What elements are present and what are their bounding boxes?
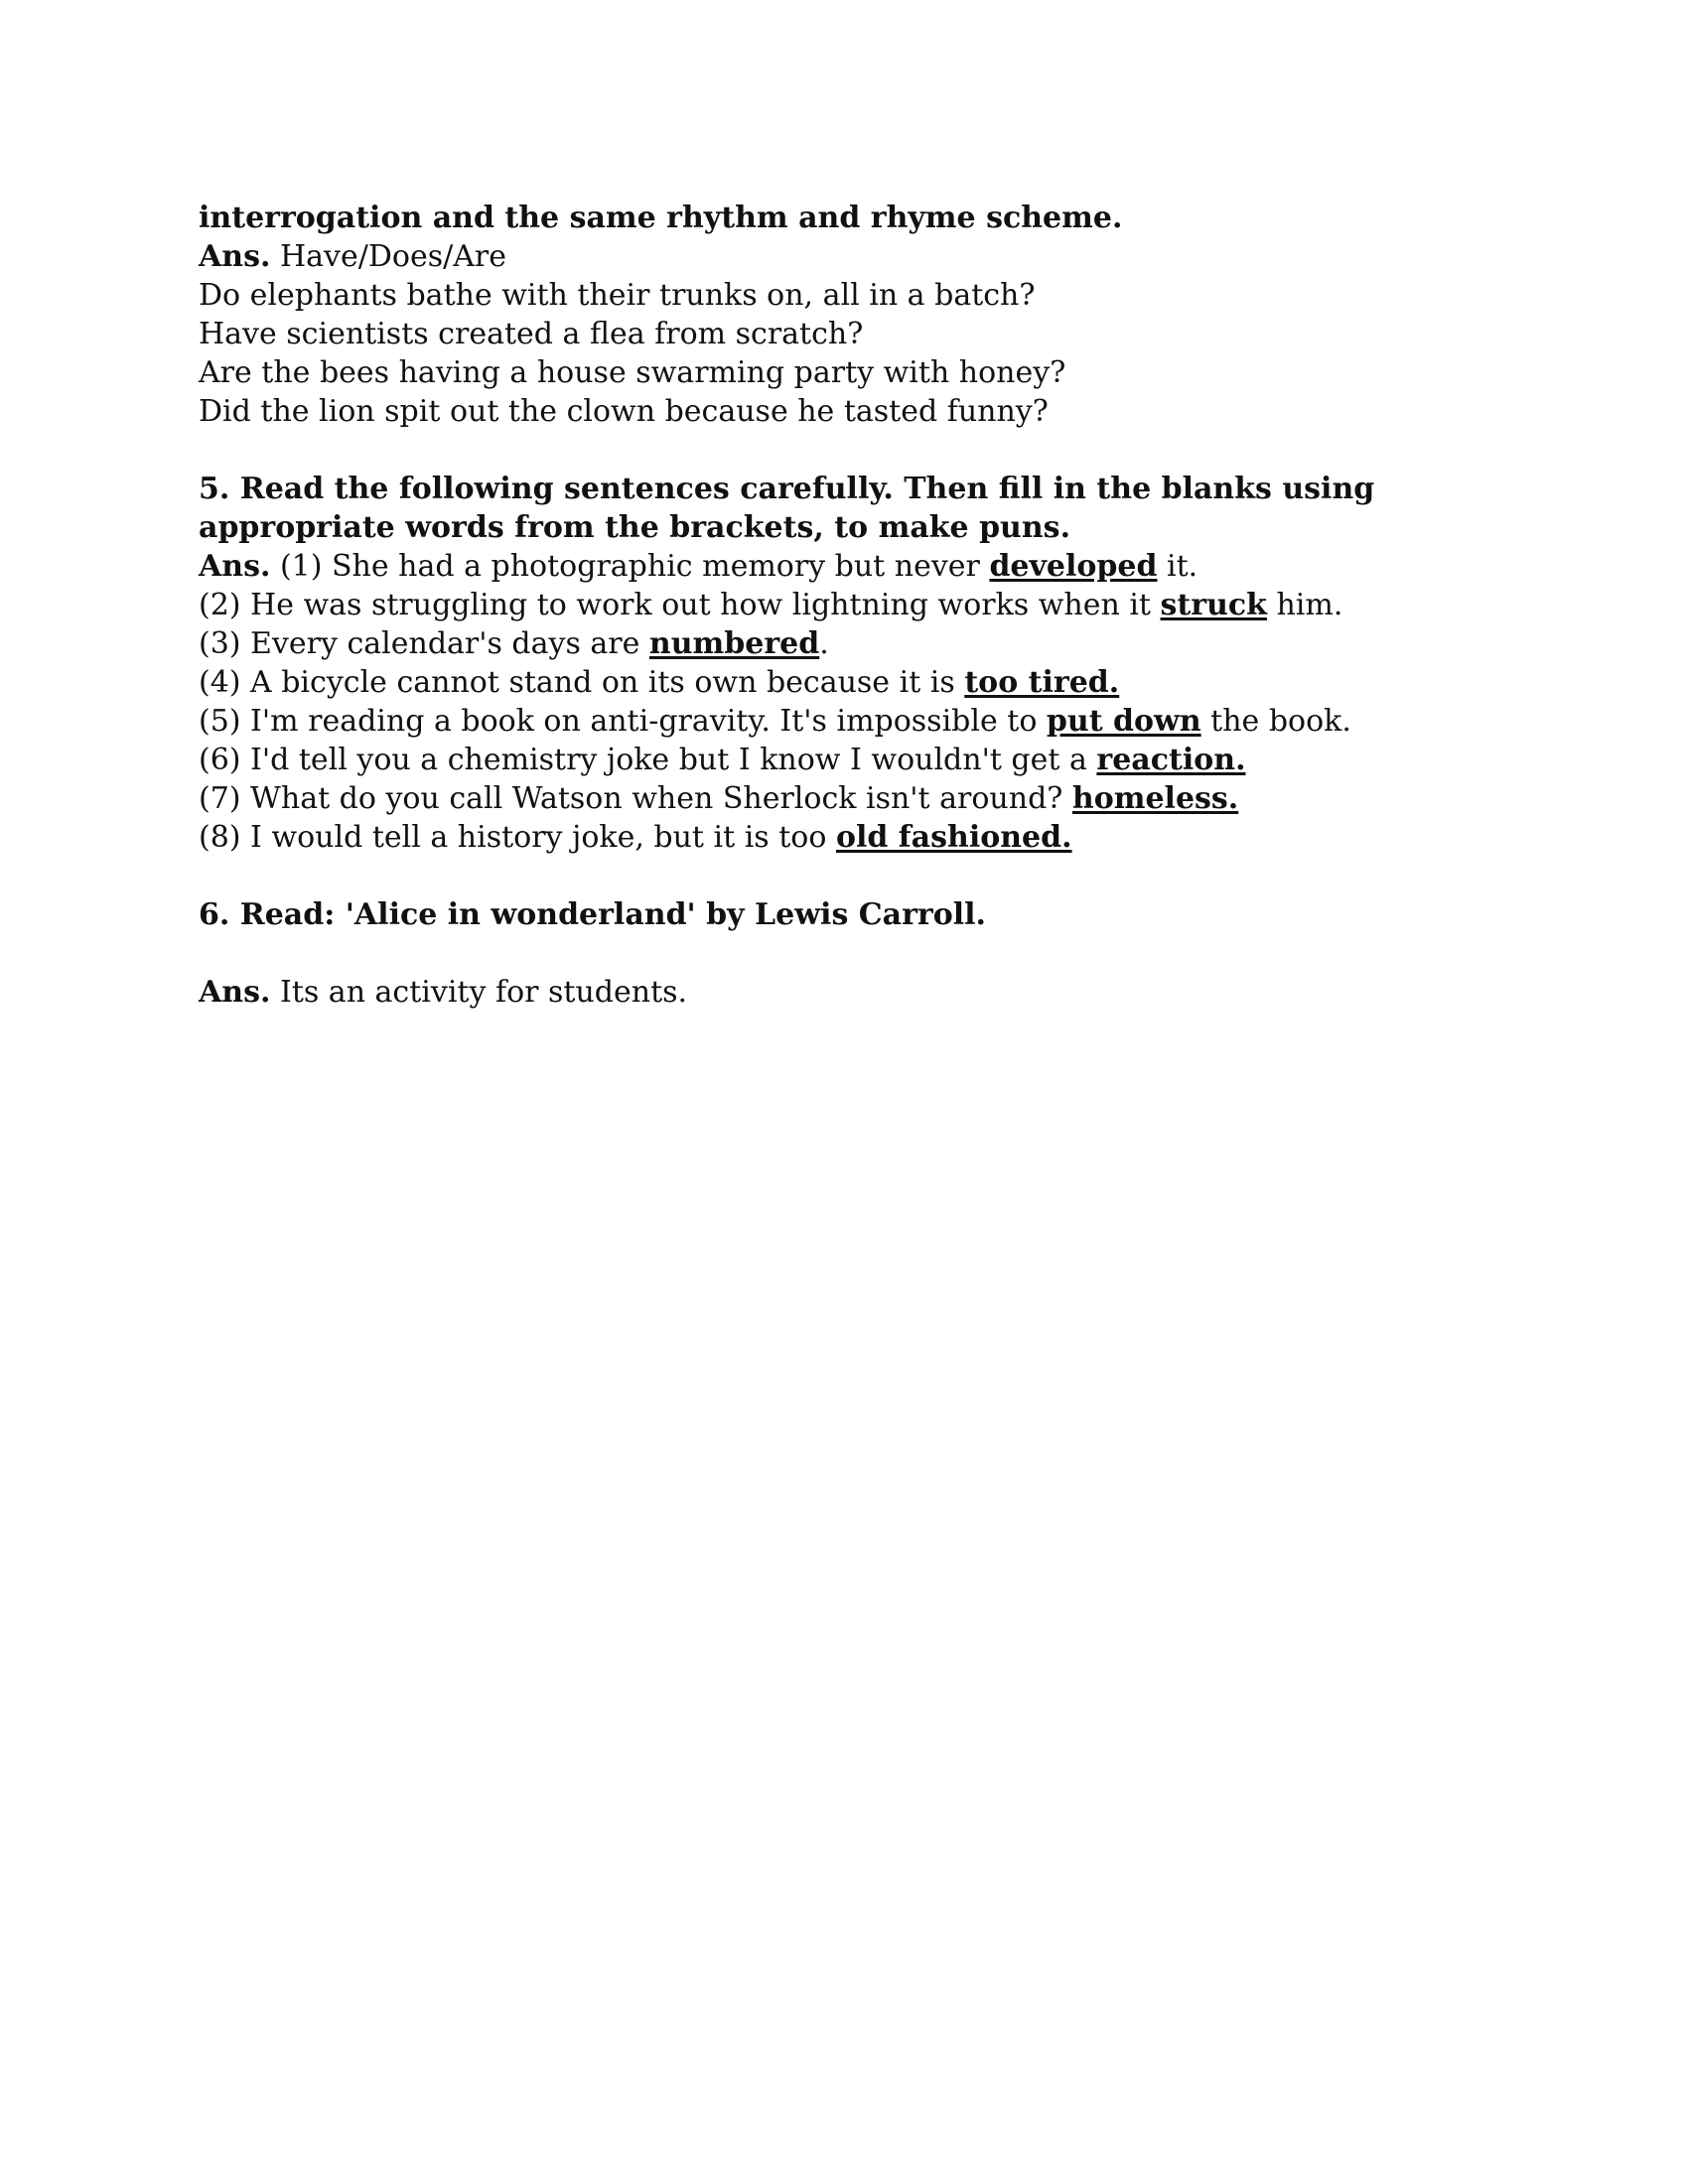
fill-answer: numbered bbox=[648, 626, 820, 661]
fill-answer: homeless. bbox=[1071, 781, 1239, 816]
fill-answer: too tired. bbox=[964, 665, 1120, 700]
question-4-tail: interrogation and the same rhythm and rhyme scheme. bbox=[199, 201, 1123, 235]
fill-answer: old fashioned. bbox=[835, 820, 1072, 855]
item-text: (6) I'd tell you a chemistry joke but I know I wouldn't get a bbox=[199, 743, 1097, 777]
answer-4-line-4: Did the lion spit out the clown because he tasted funny? bbox=[199, 394, 1049, 429]
fill-answer: put down bbox=[1046, 704, 1201, 739]
fill-answer: struck bbox=[1160, 588, 1267, 622]
answer-5-item-8 bbox=[199, 818, 1489, 857]
answer-4-line-1: Do elephants bathe with their trunks on, all in a batch? bbox=[199, 278, 1036, 313]
fill-answer: reaction. bbox=[1096, 743, 1246, 777]
item-text: . bbox=[819, 626, 829, 661]
item-text: (2) He was struggling to work out how lightning works when it bbox=[199, 588, 1161, 622]
answer-5-item-4 bbox=[199, 663, 1489, 702]
answer-5-item-1 bbox=[199, 547, 1489, 586]
answer-5-item-6 bbox=[199, 741, 1489, 779]
answer-5-item-3 bbox=[199, 624, 1489, 663]
spacer bbox=[199, 934, 1489, 973]
item-text: the book. bbox=[1200, 704, 1351, 739]
item-text: (7) What do you call Watson when Sherlock isn't around? bbox=[199, 781, 1072, 816]
spacer bbox=[199, 431, 1489, 470]
item-text: him. bbox=[1266, 588, 1343, 622]
item-text: (3) Every calendar's days are bbox=[199, 626, 649, 661]
ans-label: Ans. bbox=[199, 975, 271, 1010]
answer-4-header bbox=[199, 237, 1489, 276]
answer-5-item-5 bbox=[199, 702, 1489, 741]
item-text: (5) I'm reading a book on anti-gravity. It's impossible to bbox=[199, 704, 1047, 739]
ans-label: Ans. bbox=[199, 549, 271, 584]
answer-4-text: Have/Does/Are bbox=[279, 239, 506, 274]
document-page bbox=[199, 199, 1489, 1012]
answer-4-line-3: Are the bees having a house swarming party with honey? bbox=[199, 355, 1066, 390]
fill-answer: developed bbox=[989, 549, 1158, 584]
question-5: 5. Read the following sentences carefully. Then fill in the blanks using appropriate words from the brackets, to make puns. bbox=[199, 472, 1375, 545]
spacer bbox=[199, 857, 1489, 895]
item-text: (8) I would tell a history joke, but it is too bbox=[199, 820, 836, 855]
answer-6-text: Its an activity for students. bbox=[279, 975, 688, 1010]
answer-5-item-7 bbox=[199, 779, 1489, 818]
question-6: 6. Read: 'Alice in wonderland' by Lewis Carroll. bbox=[199, 897, 986, 932]
answer-4-line-2: Have scientists created a flea from scratch? bbox=[199, 317, 864, 351]
ans-label: Ans. bbox=[199, 239, 271, 274]
item-text: (1) She had a photographic memory but never bbox=[279, 549, 990, 584]
item-text: it. bbox=[1157, 549, 1198, 584]
item-text: (4) A bicycle cannot stand on its own because it is bbox=[199, 665, 965, 700]
answer-5-item-2 bbox=[199, 586, 1489, 624]
answer-6 bbox=[199, 973, 1489, 1012]
